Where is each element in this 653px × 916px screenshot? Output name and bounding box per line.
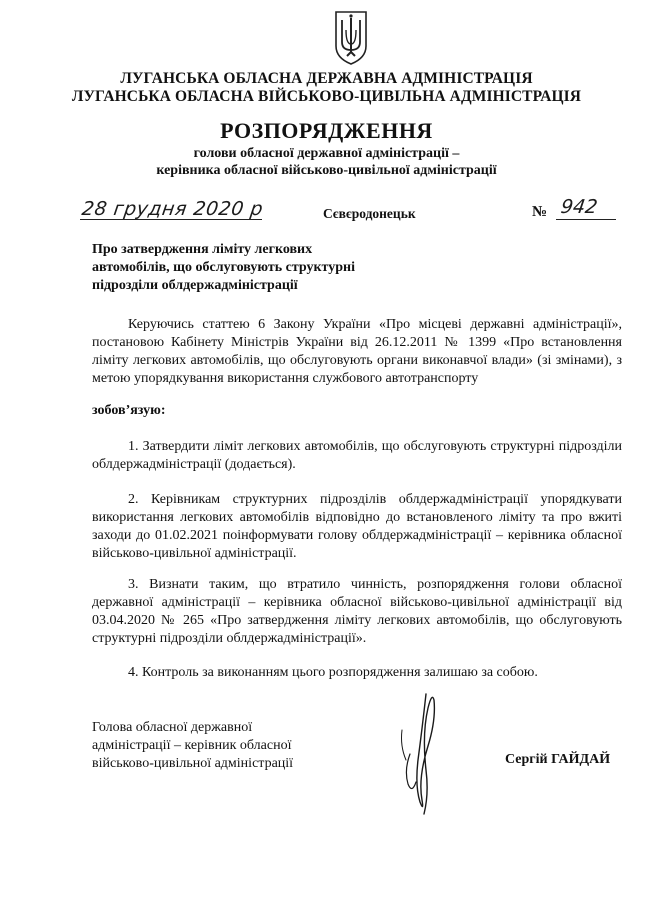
subtitle-line-2: керівника обласної військово-цивільної адміністрації bbox=[156, 163, 497, 178]
preamble-paragraph: Керуючись статтею 6 Закону України «Про місцеві державні адміністрації», постановою Кабінету Міністрів України від 26.12.2011 № 1399 «Про встановлення ліміту легкових автомобілів, що обслуговують органи виконавчої влади» (зі змінами), з метою упорядкування використання службового автотранспорту bbox=[92, 317, 622, 386]
city-label: Сєвєродонецьк bbox=[323, 206, 416, 221]
number-label: № bbox=[532, 204, 548, 220]
handwritten-document-number: 942 bbox=[559, 196, 599, 218]
org-name-line-2: ЛУГАНСЬКА ОБЛАСНА ВІЙСЬКОВО-ЦИВІЛЬНА АДМІНІСТРАЦІЯ bbox=[71, 88, 582, 105]
number-underline bbox=[556, 219, 616, 220]
paragraph-2: 2. Керівникам структурних підрозділів облдержадміністрації упорядкувати використання легкових автомобілів відповідно до встановленого ліміту та про вжиті заходи до 01.02.2021 поінформувати голову облдержадміністрації – керівника обласної військово-цивільної адміністрації. bbox=[92, 492, 622, 561]
date-underline bbox=[80, 219, 262, 220]
handwritten-date: 28 грудня 2020 р bbox=[80, 198, 265, 220]
paragraph-3: 3. Визнати таким, що втратило чинність, розпорядження голови обласної державної адміністрації – керівника обласної військово-цивільної адміністрації від 03.04.2020 № 265 «Про затвердження ліміту легкових автомобілів, що обслуговують структурні підрозділи облдержадміністрації». bbox=[92, 577, 622, 646]
document-type-title: РОЗПОРЯДЖЕННЯ bbox=[220, 118, 433, 143]
signer-name: Сергій ГАЙДАЙ bbox=[505, 752, 611, 767]
trident-emblem-icon bbox=[333, 8, 369, 66]
paragraph-4: 4. Контроль за виконанням цього розпорядження залишаю за собою. bbox=[128, 665, 538, 680]
decree-word: зобов’язую: bbox=[92, 403, 166, 418]
subject-line-1: Про затвердження ліміту легкових bbox=[92, 242, 313, 257]
signer-position-line-1: Голова обласної державної bbox=[92, 720, 253, 735]
subtitle-line-1: голови обласної державної адміністрації – bbox=[193, 146, 460, 161]
org-name-line-1: ЛУГАНСЬКА ОБЛАСНА ДЕРЖАВНА АДМІНІСТРАЦІЯ bbox=[120, 70, 533, 87]
handwritten-signature-icon bbox=[396, 690, 450, 818]
subject-line-2: автомобілів, що обслуговують структурні bbox=[92, 260, 355, 275]
paragraph-1: 1. Затвердити ліміт легкових автомобілів, що обслуговують структурні підрозділи облдержадміністрації (додається). bbox=[92, 439, 622, 472]
subject-line-3: підрозділи облдержадміністрації bbox=[92, 278, 298, 293]
signer-position-line-3: військово-цивільної адміністрації bbox=[92, 756, 294, 771]
signer-position-line-2: адміністрації – керівник обласної bbox=[92, 738, 292, 753]
